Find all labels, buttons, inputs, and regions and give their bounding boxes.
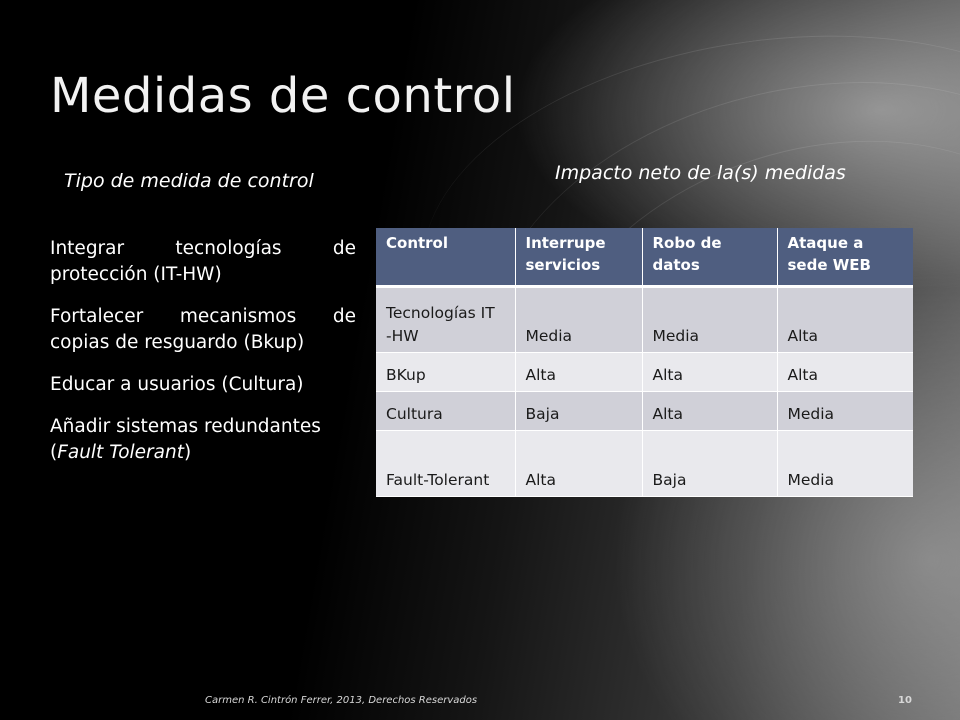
table-cell: Alta: [642, 391, 777, 430]
measure-item: Integrar tecnologías de protección (IT-HW): [50, 238, 356, 285]
footer-copyright: Carmen R. Cintrón Ferrer, 2013, Derechos Reservados: [205, 695, 478, 706]
table-row: [376, 352, 913, 391]
table-header-cell: Interrupe servicios: [515, 228, 642, 286]
table-cell: Alta: [515, 352, 642, 391]
measures-list: [50, 236, 356, 482]
table-header-row: [376, 228, 913, 286]
table-header-cell: Robo de datos: [642, 228, 777, 286]
table-cell: Alta: [515, 430, 642, 496]
measure-item: Educar a usuarios (Cultura): [50, 374, 304, 395]
table-cell: Fault-Tolerant: [376, 430, 515, 496]
measure-item-emphasis: Fault Tolerant: [57, 442, 184, 463]
table-cell: Media: [515, 286, 642, 352]
subheading-measure-type: Tipo de medida de control: [64, 170, 314, 192]
table-cell: Media: [777, 391, 913, 430]
table-cell: Cultura: [376, 391, 515, 430]
table-cell: Alta: [642, 352, 777, 391]
table-cell: Alta: [777, 286, 913, 352]
table-cell: Media: [777, 430, 913, 496]
measure-item: Fortalecer mecanismos de copias de resguardo (Bkup): [50, 306, 356, 353]
table-cell: Baja: [642, 430, 777, 496]
measure-item-text-close: ): [183, 442, 192, 463]
subheading-net-impact: Impacto neto de la(s) medidas: [555, 162, 846, 184]
table-row: [376, 286, 913, 352]
page-number: 10: [898, 695, 912, 706]
table-cell: Alta: [777, 352, 913, 391]
table-cell: Media: [642, 286, 777, 352]
table-cell: BKup: [376, 352, 515, 391]
control-impact-table: [376, 228, 913, 497]
slide-title: Medidas de control: [50, 68, 516, 124]
table-cell: Baja: [515, 391, 642, 430]
table-row: [376, 391, 913, 430]
measure-item: [50, 414, 356, 466]
table-cell: Tecnologías IT -HW: [376, 286, 515, 352]
measure-item-text: Añadir sistemas redundantes (: [50, 416, 321, 463]
table-header-cell: Ataque a sede WEB: [777, 228, 913, 286]
table-header-cell: Control: [376, 228, 515, 286]
table-row: [376, 430, 913, 496]
